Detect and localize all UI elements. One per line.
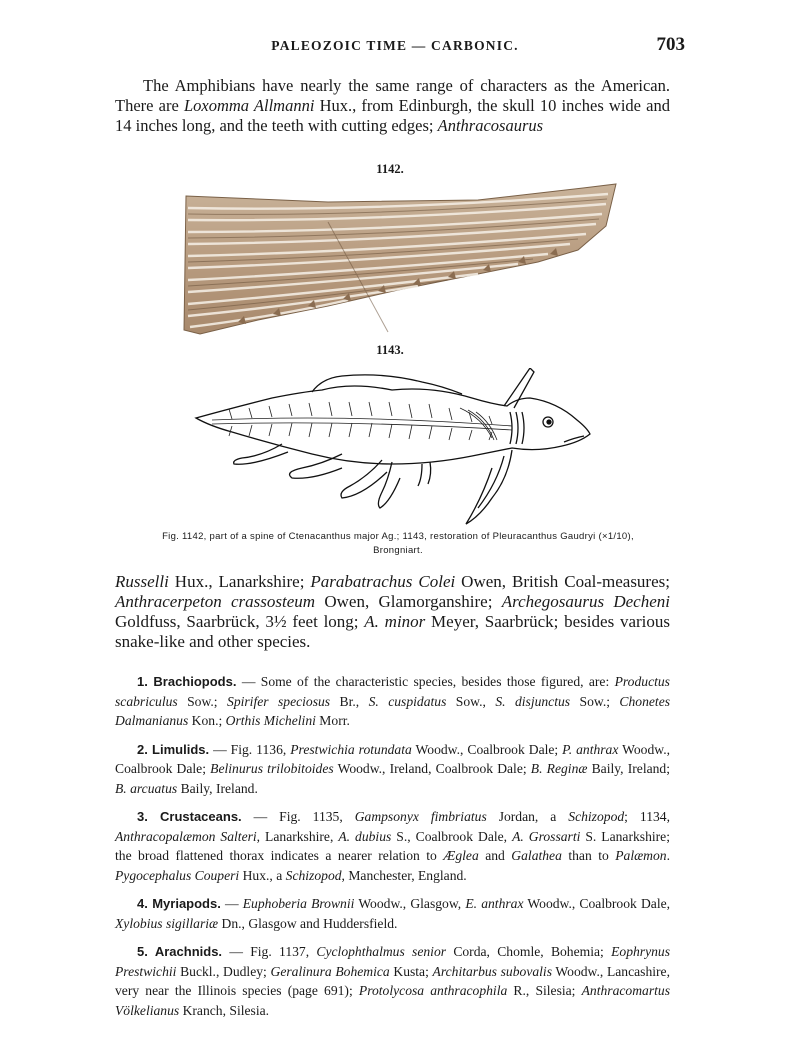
list-item-myriapods: 4. Myriapods. — Euphoberia Brownii Woodw., Glasgow, E. anthrax Woodw., Coalbrook Dale, Xylobius sigillariæ Dn., Glasgow and Huddersfield. bbox=[115, 896, 671, 931]
running-head: PALEOZOIC TIME — CARBONIC. bbox=[271, 38, 519, 53]
caption-line-2: Brongniart. bbox=[373, 545, 423, 556]
numbered-list bbox=[115, 672, 670, 1029]
continuation-paragraph: Russelli Hux., Lanarkshire; Parabatrachus Colei Owen, British Coal-measures; Anthracerpeton crassosteum Owen, Glamorganshire; Archegosaurus Decheni Goldfuss, Saarbrück, 3½ feet long; A. minor Meyer, Saarbrück; besides various snake-like and other species. bbox=[115, 572, 670, 651]
pleuracanthus-illustration bbox=[192, 368, 598, 528]
caption-line-1: Fig. 1142, part of a spine of Ctenacanthus major Ag.; 1143, restoration of Pleuracanthus Gaudryi (×1/10), bbox=[162, 531, 634, 542]
list-item-crustaceans: 3. Crustaceans. — Fig. 1135, Gampsonyx fimbriatus Jordan, a Schizopod; 1134, Anthracopalæmon Salteri, Lanarkshire, A. dubius S., Coalbrook Dale, A. Grossarti S. Lanarkshire; the broad flattened thorax indicates a nearer relation to Æglea and Galathea than to Palæmon. Pygocephalus Couperi Hux., a Schizopod, Manchester, England. bbox=[115, 809, 670, 883]
list-item-limulids: 2. Limulids. — Fig. 1136, Prestwichia rotundata Woodw., Coalbrook Dale; P. anthrax Woodw., Coalbrook Dale; Belinurus trilobitoides Woodw., Ireland, Coalbrook Dale; B. Reginæ Baily, Ireland; B. arcuatus Baily, Ireland. bbox=[115, 741, 670, 796]
page-header bbox=[115, 34, 685, 60]
spine-illustration bbox=[178, 182, 618, 338]
list-item-brachiopods: 1. Brachiopods. — Some of the characteristic species, besides those figured, are: Productus scabriculus Sow.; Spirifer speciosus Br., S. cuspidatus Sow., S. disjunctus Sow.; Chonetes Dalmanianus Kon.; Orthis Michelini Morr. bbox=[115, 674, 671, 728]
figure-1142-number: 1142. bbox=[376, 162, 404, 176]
intro-paragraph: The Amphibians have nearly the same range of characters as the American. There are Loxomma Allmanni Hux., from Edinburgh, the skull 10 inches wide and 14 inches long, and the teeth with cutting edges; Anthracosaurus bbox=[115, 76, 670, 135]
figure-caption bbox=[118, 530, 678, 558]
figure-1143-number: 1143. bbox=[376, 343, 404, 357]
list-item-arachnids: 5. Arachnids. — Fig. 1137, Cyclophthalmus senior Corda, Chomle, Bohemia; Eophrynus Prestwichii Buckl., Dudley; Geralinura Bohemica Kusta; Architarbus subovalis Woodw., Lancashire, very near the Illinois species (page 691); Protolycosa anthracophila R., Silesia; Anthracomartus Völkelianus Kranch, Silesia. bbox=[115, 944, 670, 1018]
page-number: 703 bbox=[656, 34, 685, 55]
